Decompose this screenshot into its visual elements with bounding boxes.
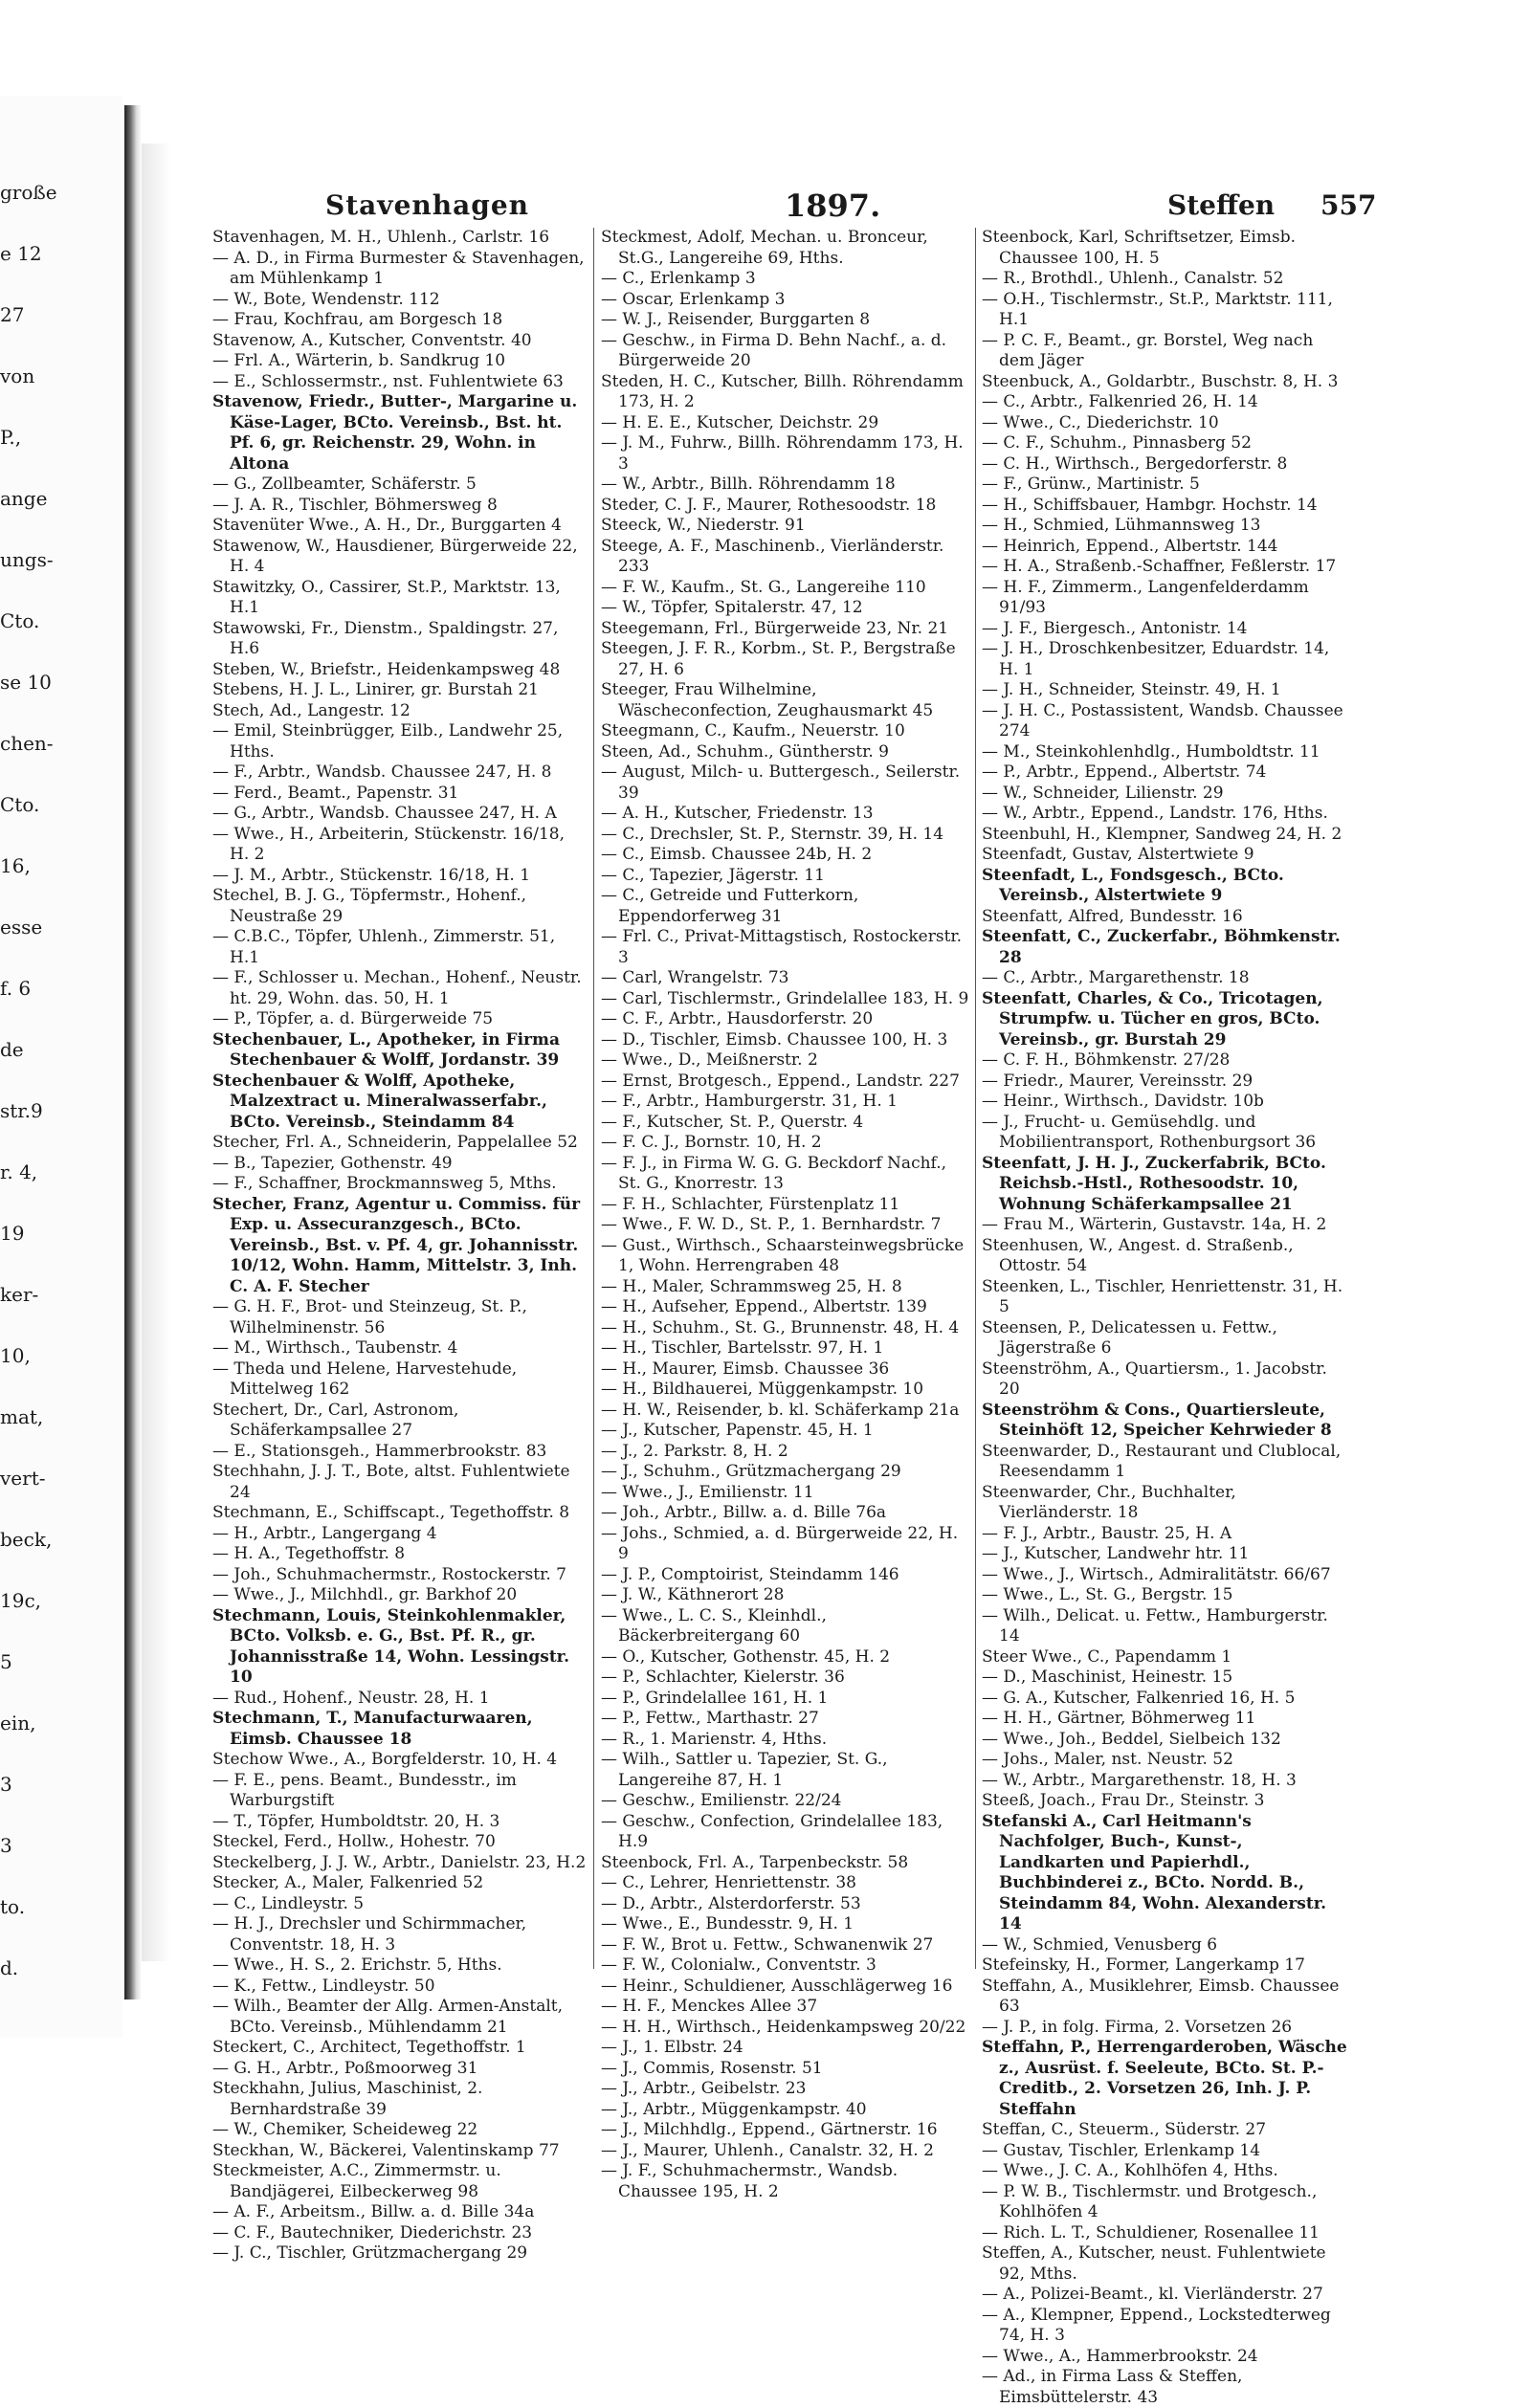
directory-entry: — J., 1. Elbstr. 24: [601, 2038, 743, 2057]
directory-entry: — Johs., Maler, nst. Neustr. 52: [982, 1750, 1233, 1769]
directory-entry: — H. W., Reisender, b. kl. Schäferkamp 21a: [601, 1400, 960, 1420]
directory-entry: — Wilh., Delicat. u. Fettw., Hamburgerstr. 14: [982, 1605, 1328, 1646]
directory-entry: Steer Wwe., C., Papendamm 1: [982, 1646, 1232, 1667]
directory-entry: Steensen, P., Delicatessen u. Fettw., Jägerstraße 6: [982, 1317, 1277, 1358]
directory-entry: — Frau, Kochfrau, am Borgesch 18: [212, 310, 503, 329]
directory-entry: Steenken, L., Tischler, Henriettenstr. 31, H. 5: [982, 1276, 1343, 1316]
directory-entry: Steege, A. F., Maschinenb., Vierländerstr. 233: [601, 536, 944, 576]
directory-entry: — F. E., pens. Beamt., Bundesstr., im Warburgstift: [212, 1770, 517, 1810]
directory-entry: — H., Bildhauerei, Müggenkampstr. 10: [601, 1380, 924, 1399]
directory-entry: — Wwe., J., Wirtsch., Admiralitätstr. 66/67: [982, 1564, 1331, 1584]
directory-entry: Stechert, Dr., Carl, Astronom, Schäferkampsallee 27: [212, 1400, 459, 1440]
directory-entry: — Wwe., J. C. A., Kohlhöfen 4, Hths.: [982, 2161, 1278, 2180]
directory-entry: — G. H., Arbtr., Poßmoorweg 31: [212, 2058, 478, 2078]
directory-entry: — W., Arbtr., Eppend., Landstr. 176, Hths.: [982, 804, 1328, 823]
directory-column-2: [601, 228, 969, 2201]
directory-entry: — Frl. A., Wärterin, b. Sandkrug 10: [212, 351, 506, 370]
previous-page-text: ker-: [0, 1283, 39, 1306]
page-number: 557: [1320, 189, 1377, 221]
directory-entry: — E., Stationsgeh., Hammerbrookstr. 83: [212, 1441, 547, 1461]
directory-entry: Steffan, C., Steuerm., Süderstr. 27: [982, 2120, 1267, 2139]
gutter-shadow: [142, 144, 170, 1961]
previous-page-text: to.: [0, 1895, 26, 1918]
directory-entry: — H., Schiffsbauer, Hambgr. Hochstr. 14: [982, 495, 1318, 515]
directory-entry: Steenfatt, Alfred, Bundesstr. 16: [982, 906, 1243, 926]
directory-entry: Steenwarder, D., Restaurant und Clublocal, Reesendamm 1: [982, 1441, 1342, 1481]
directory-entry: — A. F., Arbeitsm., Billw. a. d. Bille 34a: [212, 2202, 535, 2221]
directory-entry: Stavenow, Friedr., Butter-, Margarine u. Käse-Lager, BCto. Vereinsb., Bst. ht. Pf. 6, gr. Reichenstr. 29, Wohn. in Altona: [212, 392, 578, 474]
directory-entry: Steenströhm & Cons., Quartiersleute, Steinhöft 12, Speicher Kehrwieder 8: [982, 1400, 1332, 1440]
directory-entry: — H., Maler, Schrammsweg 25, H. 8: [601, 1276, 902, 1296]
directory-entry: Stawitzky, O., Cassirer, St.P., Marktstr. 13, H.1: [212, 577, 561, 617]
directory-entry: — Carl, Wrangelstr. 73: [601, 968, 789, 987]
directory-entry: — A. D., in Firma Burmester & Stavenhagen, am Mühlenkamp 1: [212, 248, 585, 288]
directory-entry: — J. F., Schuhmachermstr., Wandsb. Chaussee 195, H. 2: [601, 2161, 899, 2201]
directory-entry: — Ernst, Brotgesch., Eppend., Landstr. 227: [601, 1071, 960, 1091]
previous-page-text: de: [0, 1038, 24, 1061]
directory-entry: Steffahn, A., Musiklehrer, Eimsb. Chaussee 63: [982, 1976, 1340, 2016]
directory-entry: — Heinr., Wirthsch., Davidstr. 10b: [982, 1092, 1264, 1111]
directory-entry: — O.H., Tischlermstr., St.P., Marktstr. 111, H.1: [982, 289, 1333, 329]
directory-entry: — H., Aufseher, Eppend., Albertstr. 139: [601, 1297, 927, 1316]
directory-entry: Steen, Ad., Schuhm., Güntherstr. 9: [601, 741, 889, 762]
directory-entry: Stavenow, A., Kutscher, Conventstr. 40: [212, 330, 532, 350]
directory-entry: — E., Schlossermstr., nst. Fuhlentwiete 63: [212, 371, 564, 391]
directory-entry: — H. F., Menckes Allee 37: [601, 1997, 818, 2016]
directory-entry: — J. H. C., Postassistent, Wandsb. Chaussee 274: [982, 700, 1343, 740]
directory-entry: Steenströhm, A., Quartiersm., 1. Jacobstr. 20: [982, 1359, 1327, 1399]
directory-entry: — H. E. E., Kutscher, Deichstr. 29: [601, 412, 879, 432]
page-header: [211, 188, 1377, 228]
directory-entry: — Frau M., Wärterin, Gustavstr. 14a, H. 2: [982, 1215, 1327, 1234]
directory-entry: — C. F., Schuhm., Pinnasberg 52: [982, 433, 1252, 453]
directory-entry: — P. W. B., Tischlermstr. und Brotgesch., Kohlhöfen 4: [982, 2181, 1318, 2221]
directory-entry: Stavenüter Wwe., A. H., Dr., Burggarten 4: [212, 516, 562, 535]
directory-entry: Stechenbauer, L., Apotheker, in Firma Stechenbauer & Wolff, Jordanstr. 39: [212, 1029, 560, 1070]
previous-page-text: große: [0, 181, 57, 204]
directory-entry: — C. F., Bautechniker, Diederichstr. 23: [212, 2222, 533, 2242]
directory-column-1: [212, 228, 588, 2263]
directory-entry: Stavenhagen, M. H., Uhlenh., Carlstr. 16: [212, 228, 550, 247]
previous-page-fragment: [0, 96, 122, 2038]
directory-entry: — F., Arbtr., Hamburgerstr. 31, H. 1: [601, 1092, 898, 1111]
directory-entry: — J., 2. Parkstr. 8, H. 2: [601, 1441, 788, 1461]
directory-entry: — Wwe., Joh., Beddel, Sielbeich 132: [982, 1729, 1281, 1749]
directory-entry: — Joh., Arbtr., Billw. a. d. Bille 76a: [601, 1503, 887, 1522]
directory-entry: Steegen, J. F. R., Korbm., St. P., Bergstraße 27, H. 6: [601, 639, 956, 679]
directory-entry: Steeck, W., Niederstr. 91: [601, 516, 806, 535]
directory-entry: — Wwe., L., St. G., Bergstr. 15: [982, 1585, 1233, 1604]
directory-entry: Stebens, H. J. L., Linirer, gr. Burstah 21: [212, 680, 539, 699]
directory-entry: — F., Arbtr., Wandsb. Chaussee 247, H. 8: [212, 762, 552, 782]
directory-entry: Steckhan, W., Bäckerei, Valentinskamp 77: [212, 2140, 560, 2160]
directory-entry: — Geschw., Confection, Grindelallee 183, H.9: [601, 1811, 943, 1851]
directory-entry: — C., Arbtr., Margarethenstr. 18: [982, 968, 1250, 987]
directory-entry: — P., Arbtr., Eppend., Albertstr. 74: [982, 762, 1267, 782]
directory-entry: — H. F., Zimmerm., Langenfelderdamm 91/93: [982, 577, 1309, 617]
directory-entry: — Joh., Schuhmachermstr., Rostockerstr. 7: [212, 1564, 566, 1584]
previous-page-text: 27: [0, 303, 25, 326]
header-right-name: Steffen: [1167, 189, 1276, 221]
directory-entry: — Emil, Steinbrügger, Eilb., Landwehr 25, Hths.: [212, 721, 564, 762]
directory-entry: — J. A. R., Tischler, Böhmersweg 8: [212, 495, 498, 515]
directory-entry: — Rich. L. T., Schuldiener, Rosenallee 11: [982, 2222, 1320, 2242]
directory-entry: Stecker, A., Maler, Falkenried 52: [212, 1873, 484, 1892]
directory-entry: — G. H. F., Brot- und Steinzeug, St. P., Wilhelminenstr. 56: [212, 1297, 527, 1337]
directory-entry: Steenfatt, C., Zuckerfabr., Böhmkenstr. 28: [982, 927, 1341, 967]
directory-entry: Stecher, Franz, Agentur u. Commiss. für Exp. u. Assecuranzgesch., BCto. Vereinsb., Bst. v. Pf. 4, gr. Johannisstr. 10/12, Wohn. Hamm, Mittelstr. 3, Inh. C. A. F. Stecher: [212, 1194, 581, 1296]
directory-entry: — H., Maurer, Eimsb. Chaussee 36: [601, 1359, 890, 1379]
directory-entry: Stechow Wwe., A., Borgfelderstr. 10, H. 4: [212, 1750, 558, 1769]
directory-entry: — Wwe., A., Hammerbrookstr. 24: [982, 2346, 1258, 2366]
directory-entry: — F. J., Arbtr., Baustr. 25, H. A: [982, 1523, 1232, 1543]
directory-entry: — P. C. F., Beamt., gr. Borstel, Weg nach dem Jäger: [982, 330, 1314, 370]
previous-page-text: 10,: [0, 1344, 31, 1367]
directory-entry: Steckel, Ferd., Hollw., Hohestr. 70: [212, 1832, 496, 1851]
directory-entry: Steffahn, P., Herrengarderoben, Wäsche z., Ausrüst. f. Seeleute, BCto. St. P.-Creditb., 2. Vorsetzen 26, Inh. J. P. Steffahn: [982, 2038, 1347, 2119]
directory-entry: — W., Bote, Wendenstr. 112: [212, 289, 440, 309]
directory-entry: — Wwe., L. C. S., Kleinhdl., Bäckerbreitergang 60: [601, 1605, 827, 1646]
directory-entry: — F., Kutscher, St. P., Querstr. 4: [601, 1112, 864, 1132]
directory-entry: Stefanski A., Carl Heitmann's Nachfolger, Buch-, Kunst-, Landkarten und Papierhdl., Buchbinderei z., BCto. Nordd. B., Steindamm 84, Wohn. Alexanderstr. 14: [982, 1811, 1327, 1933]
column-divider: [975, 228, 976, 1969]
directory-entry: — J. W., Käthnerort 28: [601, 1585, 785, 1604]
directory-entry: — Johs., Schmied, a. d. Bürgerweide 22, H. 9: [601, 1523, 959, 1563]
previous-page-text: f. 6: [0, 977, 32, 1000]
directory-entry: — C. H., Wirthsch., Bergedorferstr. 8: [982, 453, 1288, 474]
directory-column-3: [982, 228, 1351, 2407]
directory-entry: — C., Tapezier, Jägerstr. 11: [601, 865, 825, 885]
directory-entry: — D., Tischler, Eimsb. Chaussee 100, H. 3: [601, 1029, 948, 1049]
directory-entry: — F., Schaffner, Brockmannsweg 5, Mths.: [212, 1174, 557, 1193]
directory-entry: — J., Frucht- u. Gemüsehdlg. und Mobilientransport, Rothenburgsort 36: [982, 1112, 1317, 1152]
directory-entry: — W., Schmied, Venusberg 6: [982, 1934, 1218, 1955]
directory-entry: — C. F. H., Böhmkenstr. 27/28: [982, 1050, 1231, 1070]
previous-page-text: ein,: [0, 1712, 36, 1734]
directory-entry: Stawowski, Fr., Dienstm., Spaldingstr. 27, H.6: [212, 618, 559, 658]
directory-entry: — H. H., Gärtner, Böhmerweg 11: [982, 1709, 1256, 1728]
directory-entry: — K., Fettw., Lindleystr. 50: [212, 1976, 435, 1996]
previous-page-text: ungs-: [0, 548, 54, 571]
directory-entry: Stechel, B. J. G., Töpfermstr., Hohenf., Neustraße 29: [212, 886, 527, 926]
directory-entry: — Heinr., Schuldiener, Ausschlägerweg 16: [601, 1976, 953, 1996]
directory-entry: Stawenow, W., Hausdiener, Bürgerweide 22, H. 4: [212, 536, 578, 576]
directory-entry: — Ad., in Firma Lass & Steffen, Eimsbüttelerstr. 43: [982, 2367, 1243, 2407]
directory-entry: — Wwe., H. S., 2. Erichstr. 5, Hths.: [212, 1955, 502, 1975]
directory-entry: — J. F., Biergesch., Antonistr. 14: [982, 618, 1248, 638]
directory-entry: — C., Lehrer, Henriettenstr. 38: [601, 1873, 856, 1892]
directory-entry: Steegemann, Frl., Bürgerweide 23, Nr. 21: [601, 618, 949, 638]
directory-entry: — Geschw., in Firma D. Behn Nachf., a. d. Bürgerweide 20: [601, 330, 947, 370]
directory-entry: — C.B.C., Töpfer, Uhlenh., Zimmerstr. 51, H.1: [212, 927, 556, 967]
directory-entry: — G., Arbtr., Wandsb. Chaussee 247, H. A: [212, 804, 557, 823]
directory-entry: — J. P., Comptoirist, Steindamm 146: [601, 1564, 899, 1584]
directory-entry: — Carl, Tischlermstr., Grindelallee 183, H. 9: [601, 988, 969, 1008]
directory-entry: Steeger, Frau Wilhelmine, Wäscheconfection, Zeughausmarkt 45: [601, 680, 934, 720]
directory-entry: Steben, W., Briefstr., Heidenkampsweg 48: [212, 659, 561, 679]
directory-entry: — F. W., Kaufm., St. G., Langereihe 110: [601, 577, 926, 597]
directory-entry: — Frl. C., Privat-Mittagstisch, Rostockerstr. 3: [601, 927, 963, 967]
directory-entry: — J., Arbtr., Geibelstr. 23: [601, 2079, 807, 2098]
book-gutter: [124, 105, 142, 1999]
directory-entry: Steckert, C., Architect, Tegethoffstr. 1: [212, 2038, 526, 2057]
directory-entry: — J., Kutscher, Landwehr htr. 11: [982, 1544, 1250, 1563]
directory-entry: — F., Schlosser u. Mechan., Hohenf., Neustr. ht. 29, Wohn. das. 50, H. 1: [212, 968, 582, 1008]
directory-entry: — C., Arbtr., Falkenried 26, H. 14: [982, 392, 1258, 411]
directory-entry: — F. C. J., Bornstr. 10, H. 2: [601, 1133, 822, 1152]
directory-entry: Steenwarder, Chr., Buchhalter, Vierländerstr. 18: [982, 1482, 1236, 1522]
previous-page-text: se 10: [0, 671, 52, 694]
directory-entry: — J. P., in folg. Firma, 2. Vorsetzen 26: [982, 2017, 1293, 2037]
directory-entry: — C., Lindleystr. 5: [212, 1893, 365, 1913]
directory-entry: — D., Arbtr., Alsterdorferstr. 53: [601, 1893, 861, 1913]
directory-entry: Steckhahn, Julius, Maschinist, 2. Bernhardstraße 39: [212, 2079, 483, 2119]
directory-entry: — J. C., Tischler, Grützmachergang 29: [212, 2243, 528, 2263]
directory-entry: — W., Arbtr., Billh. Röhrendamm 18: [601, 475, 896, 494]
previous-page-text: 19: [0, 1222, 25, 1245]
directory-entry: — D., Maschinist, Heinestr. 15: [982, 1668, 1233, 1687]
directory-entry: — W., Töpfer, Spitalerstr. 47, 12: [601, 598, 863, 617]
directory-entry: Steder, C. J. F., Maurer, Rothesoodstr. 18: [601, 495, 937, 515]
directory-entry: — Wilh., Beamter der Allg. Armen-Anstalt, BCto. Vereinsb., Mühlendamm 21: [212, 1997, 564, 2037]
directory-entry: — Wwe., C., Diederichstr. 10: [982, 412, 1219, 432]
directory-entry: — M., Wirthsch., Taubenstr. 4: [212, 1338, 458, 1358]
directory-entry: — F. W., Colonialw., Conventstr. 3: [601, 1955, 876, 1975]
directory-entry: — R., Brothdl., Uhlenh., Canalstr. 52: [982, 269, 1284, 288]
directory-entry: — Wwe., J., Milchhdl., gr. Barkhof 20: [212, 1585, 518, 1604]
directory-entry: — Rud., Hohenf., Neustr. 28, H. 1: [212, 1688, 490, 1708]
directory-entry: — Gust., Wirthsch., Schaarsteinwegsbrücke 1, Wohn. Herrengraben 48: [601, 1235, 965, 1275]
directory-entry: — F. H., Schlachter, Fürstenplatz 11: [601, 1194, 900, 1214]
directory-entry: — R., 1. Marienstr. 4, Hths.: [601, 1729, 828, 1749]
directory-entry: — Friedr., Maurer, Vereinsstr. 29: [982, 1071, 1254, 1091]
directory-entry: — F. J., in Firma W. G. G. Beckdorf Nachf., St. G., Knorrestr. 13: [601, 1153, 947, 1193]
directory-entry: Stechhahn, J. J. T., Bote, altst. Fuhlentwiete 24: [212, 1462, 570, 1502]
header-year: 1897.: [785, 188, 881, 224]
directory-entry: Stechmann, T., Manufacturwaaren, Eimsb. Chaussee 18: [212, 1709, 533, 1749]
directory-entry: — J. H., Droschkenbesitzer, Eduardstr. 14, H. 1: [982, 639, 1330, 679]
directory-entry: — M., Steinkohlenhdlg., Humboldtstr. 11: [982, 741, 1320, 762]
directory-entry: — Wwe., F. W. D., St. P., 1. Bernhardstr. 7: [601, 1215, 942, 1234]
directory-entry: Stefeinsky, H., Former, Langerkamp 17: [982, 1955, 1305, 1975]
directory-entry: — J., Kutscher, Papenstr. 45, H. 1: [601, 1421, 874, 1440]
directory-entry: Steenfatt, J. H. J., Zuckerfabrik, BCto. Reichsb.-Hstl., Rothesoodstr. 10, Wohnung Schäferkampsallee 21: [982, 1153, 1326, 1214]
directory-entry: — Wilh., Sattler u. Tapezier, St. G., Langereihe 87, H. 1: [601, 1750, 888, 1790]
directory-entry: Steenfadt, Gustav, Alstertwiete 9: [982, 845, 1254, 864]
directory-entry: Steckmeister, A.C., Zimmermstr. u. Bandjägerei, Eilbeckerweg 98: [212, 2161, 501, 2201]
directory-entry: Steegmann, C., Kaufm., Neuerstr. 10: [601, 721, 905, 740]
directory-entry: — H. J., Drechsler und Schirmmacher, Conventstr. 18, H. 3: [212, 1914, 527, 1955]
directory-entry: — J., Arbtr., Müggenkampstr. 40: [601, 2099, 867, 2119]
directory-entry: — F., Grünw., Martinistr. 5: [982, 475, 1200, 494]
previous-page-text: von: [0, 365, 35, 387]
previous-page-text: 19c,: [0, 1589, 42, 1612]
directory-entry: — G. A., Kutscher, Falkenried 16, H. 5: [982, 1688, 1296, 1708]
directory-entry: — H., Tischler, Bartelsstr. 97, H. 1: [601, 1338, 884, 1358]
directory-entry: — P., Töpfer, a. d. Bürgerweide 75: [212, 1009, 494, 1028]
directory-entry: Steenbock, Frl. A., Tarpenbeckstr. 58: [601, 1852, 909, 1872]
directory-entry: Steenfatt, Charles, & Co., Tricotagen, Strumpfw. u. Tücher en gros, BCto. Vereinsb., gr. Burstah 29: [982, 988, 1323, 1049]
directory-entry: Steffen, A., Kutscher, neust. Fuhlentwiete 92, Mths.: [982, 2243, 1326, 2284]
directory-entry: — Gustav, Tischler, Erlenkamp 14: [982, 2140, 1261, 2160]
directory-entry: Steden, H. C., Kutscher, Billh. Röhrendamm 173, H. 2: [601, 371, 964, 411]
directory-entry: — A., Polizei-Beamt., kl. Vierländerstr. 27: [982, 2285, 1323, 2304]
directory-entry: — W., Arbtr., Margarethenstr. 18, H. 3: [982, 1770, 1297, 1790]
directory-entry: — P., Grindelallee 161, H. 1: [601, 1688, 829, 1708]
directory-entry: Steeß, Joach., Frau Dr., Steinstr. 3: [982, 1791, 1265, 1810]
directory-entry: — W., Schneider, Lilienstr. 29: [982, 783, 1224, 803]
previous-page-text: 16,: [0, 854, 31, 877]
previous-page-text: vert-: [0, 1467, 46, 1490]
directory-entry: — B., Tapezier, Gothenstr. 49: [212, 1153, 453, 1173]
previous-page-text: 5: [0, 1650, 12, 1673]
directory-entry: — Geschw., Emilienstr. 22/24: [601, 1791, 842, 1810]
directory-entry: — Theda und Helene, Harvestehude, Mittelweg 162: [212, 1359, 518, 1399]
directory-entry: — H., Arbtr., Langergang 4: [212, 1523, 437, 1543]
directory-entry: — Wwe., H., Arbeiterin, Stückenstr. 16/18, H. 2: [212, 824, 566, 864]
directory-entry: — G., Zollbeamter, Schäferstr. 5: [212, 475, 477, 494]
directory-entry: — C., Drechsler, St. P., Sternstr. 39, H. 14: [601, 824, 944, 844]
directory-entry: — Ferd., Beamt., Papenstr. 31: [212, 783, 459, 803]
previous-page-text: mat,: [0, 1405, 44, 1428]
directory-entry: — J. H., Schneider, Steinstr. 49, H. 1: [982, 680, 1281, 699]
directory-entry: — Wwe., D., Meißnerstr. 2: [601, 1050, 818, 1070]
directory-entry: Steenhusen, W., Angest. d. Straßenb., Ottostr. 54: [982, 1235, 1294, 1275]
previous-page-text: str.9: [0, 1099, 43, 1122]
directory-entry: — J., Commis, Rosenstr. 51: [601, 2058, 823, 2078]
directory-entry: — C., Getreide und Futterkorn, Eppendorferweg 31: [601, 886, 859, 926]
directory-entry: — W., Chemiker, Scheideweg 22: [212, 2120, 478, 2139]
directory-entry: — A. H., Kutscher, Friedenstr. 13: [601, 804, 874, 823]
directory-entry: — W. J., Reisender, Burggarten 8: [601, 310, 871, 329]
directory-entry: — C., Erlenkamp 3: [601, 269, 756, 288]
directory-entry: Steenfadt, L., Fondsgesch., BCto. Vereinsb., Alstertwiete 9: [982, 865, 1284, 905]
directory-entry: Stecher, Frl. A., Schneiderin, Pappelallee 52: [212, 1133, 578, 1152]
header-left-name: Stavenhagen: [325, 189, 529, 221]
directory-entry: — J., Milchhdlg., Eppend., Gärtnerstr. 16: [601, 2120, 938, 2139]
directory-entry: — Wwe., J., Emilienstr. 11: [601, 1482, 814, 1502]
directory-entry: Stech, Ad., Langestr. 12: [212, 700, 410, 720]
directory-entry: — A., Klempner, Eppend., Lockstedterweg 74, H. 3: [982, 2305, 1331, 2345]
previous-page-text: 3: [0, 1834, 12, 1857]
directory-entry: — J., Maurer, Uhlenh., Canalstr. 32, H. 2: [601, 2140, 934, 2160]
directory-entry: — Wwe., E., Bundesstr. 9, H. 1: [601, 1914, 854, 1933]
directory-entry: — H., Schuhm., St. G., Brunnenstr. 48, H. 4: [601, 1317, 960, 1337]
directory-entry: Steenbock, Karl, Schriftsetzer, Eimsb. Chaussee 100, H. 5: [982, 228, 1296, 268]
directory-entry: — O., Kutscher, Gothenstr. 45, H. 2: [601, 1646, 891, 1667]
directory-entry: Steenbuhl, H., Klempner, Sandweg 24, H. 2: [982, 824, 1342, 844]
directory-entry: — H. A., Tegethoffstr. 8: [212, 1544, 406, 1563]
previous-page-text: P.,: [0, 426, 22, 449]
directory-entry: Steckelberg, J. J. W., Arbtr., Danielstr. 23, H.2: [212, 1852, 587, 1872]
directory-entry: — August, Milch- u. Buttergesch., Seilerstr. 39: [601, 762, 961, 803]
directory-entry: Steenbuck, A., Goldarbtr., Buschstr. 8, H. 3: [982, 371, 1339, 391]
directory-entry: Stechmann, Louis, Steinkohlenmakler, BCto. Volksb. e. G., Bst. Pf. R., gr. Johannisstraße 14, Wohn. Lessingstr. 10: [212, 1605, 569, 1687]
directory-entry: — C., Eimsb. Chaussee 24b, H. 2: [601, 845, 873, 864]
previous-page-text: 3: [0, 1773, 12, 1796]
directory-entry: — P., Schlachter, Kielerstr. 36: [601, 1668, 845, 1687]
directory-entry: — J. M., Fuhrw., Billh. Röhrendamm 173, H. 3: [601, 433, 964, 474]
directory-entry: — C. F., Arbtr., Hausdorferstr. 20: [601, 1009, 874, 1028]
directory-entry: — T., Töpfer, Humboldtstr. 20, H. 3: [212, 1811, 500, 1831]
directory-entry: Stechenbauer & Wolff, Apotheke, Malzextract u. Mineralwasserfabr., BCto. Vereinsb., Steindamm 84: [212, 1071, 547, 1132]
previous-page-text: Cto.: [0, 609, 40, 632]
directory-entry: — H., Schmied, Lühmannsweg 13: [982, 516, 1261, 535]
directory-entry: — H. H., Wirthsch., Heidenkampsweg 20/22: [601, 2017, 966, 2037]
directory-entry: — Heinrich, Eppend., Albertstr. 144: [982, 536, 1278, 556]
directory-entry: — P., Fettw., Marthastr. 27: [601, 1709, 819, 1728]
directory-entry: — J., Schuhm., Grützmachergang 29: [601, 1462, 901, 1481]
previous-page-text: d.: [0, 1956, 19, 1979]
previous-page-text: e 12: [0, 242, 42, 265]
directory-entry: — H. A., Straßenb.-Schaffner, Feßlerstr. 17: [982, 557, 1337, 576]
column-divider: [593, 228, 594, 1969]
previous-page-text: Cto.: [0, 793, 40, 816]
directory-entry: — J. M., Arbtr., Stückenstr. 16/18, H. 1: [212, 865, 531, 885]
directory-entry: Steckmest, Adolf, Mechan. u. Bronceur, St.G., Langereihe 69, Hths.: [601, 228, 928, 268]
previous-page-text: r. 4,: [0, 1160, 38, 1183]
previous-page-text: chen-: [0, 732, 54, 755]
previous-page-text: esse: [0, 916, 43, 939]
directory-entry: Stechmann, E., Schiffscapt., Tegethoffstr. 8: [212, 1503, 570, 1522]
directory-entry: — Oscar, Erlenkamp 3: [601, 289, 786, 309]
previous-page-text: ange: [0, 487, 48, 510]
previous-page-text: beck,: [0, 1528, 53, 1551]
directory-entry: — F. W., Brot u. Fettw., Schwanenwik 27: [601, 1934, 934, 1955]
